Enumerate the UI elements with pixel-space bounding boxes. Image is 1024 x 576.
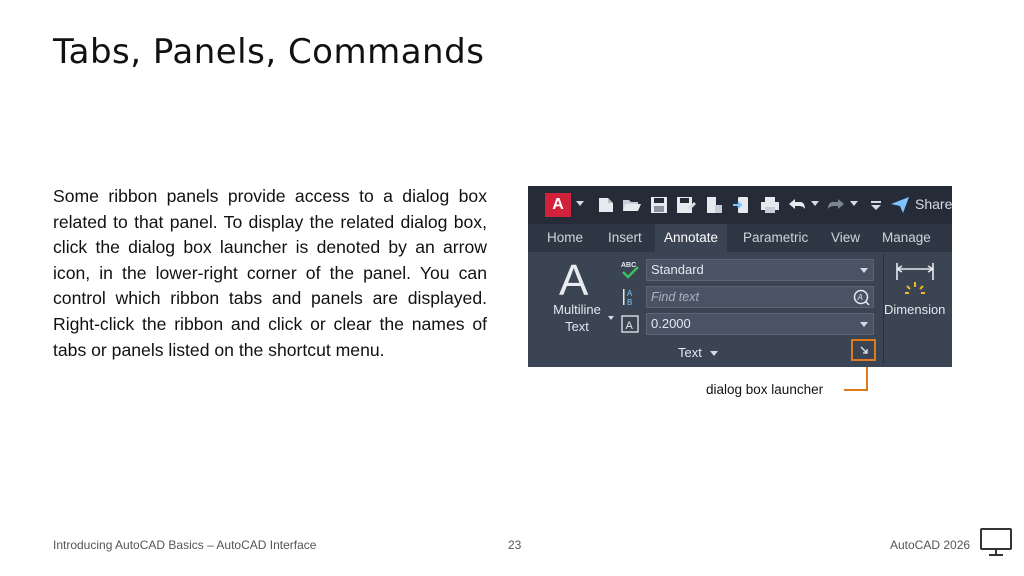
ribbon-screenshot xyxy=(528,186,952,367)
tab-manage[interactable]: Manage xyxy=(882,230,931,245)
redo-dropdown-icon[interactable] xyxy=(850,201,858,206)
footer-course-title: Introducing AutoCAD Basics – AutoCAD Interface xyxy=(53,538,317,552)
panel-dropdown-icon[interactable] xyxy=(710,351,718,356)
chevron-down-icon xyxy=(860,268,868,273)
ribbon-tabs xyxy=(528,224,952,252)
callout-connector xyxy=(866,367,868,391)
callout-label: dialog box launcher xyxy=(706,382,824,397)
multiline-label-line2: Text xyxy=(565,319,589,334)
tab-home[interactable]: Home xyxy=(547,230,584,245)
chevron-down-icon xyxy=(860,322,868,327)
multiline-text-button[interactable] xyxy=(542,301,612,335)
plot-icon[interactable] xyxy=(760,196,780,214)
share-label[interactable]: Share xyxy=(915,196,952,212)
multiline-label-line1: Multiline xyxy=(553,302,601,317)
find-text-placeholder: Find text xyxy=(651,290,699,304)
share-drawing-icon[interactable] xyxy=(732,196,752,214)
new-icon[interactable] xyxy=(596,196,616,214)
undo-dropdown-icon[interactable] xyxy=(811,201,819,206)
svg-text:A: A xyxy=(625,320,633,332)
multiline-text-icon[interactable]: A xyxy=(559,256,589,305)
svg-text:A: A xyxy=(857,293,863,302)
svg-text:ABC: ABC xyxy=(621,262,637,269)
dimension-icon[interactable] xyxy=(894,260,936,300)
save-icon[interactable] xyxy=(649,196,669,214)
customize-qat-icon[interactable] xyxy=(866,196,886,214)
svg-text:B: B xyxy=(627,298,633,307)
dimension-button-label[interactable]: Dimension xyxy=(884,302,946,317)
share-icon[interactable] xyxy=(890,196,910,214)
svg-text:A: A xyxy=(627,289,633,298)
application-button[interactable]: A xyxy=(545,193,571,217)
text-style-select[interactable] xyxy=(646,259,874,281)
save-as-icon[interactable] xyxy=(676,196,696,214)
footer-product: AutoCAD 2026 xyxy=(890,538,971,552)
text-height-select[interactable] xyxy=(646,313,874,335)
publish-icon[interactable] xyxy=(704,196,724,214)
body-paragraph: Some ribbon panels provide access to a dialog box related to that panel. To display the related dialog box, click the dialog box launcher is denoted by an arrow icon, in the lower-right corner of the panel. You can control which ribbon tabs and panels are displayed. Right-click the ribbon and click or clear the names of tabs or panels listed on the shortcut menu. xyxy=(53,186,487,360)
launcher-arrow-icon xyxy=(860,346,868,354)
tab-insert[interactable]: Insert xyxy=(608,230,642,245)
dialog-box-launcher[interactable] xyxy=(851,339,876,361)
tab-annotate[interactable]: Annotate xyxy=(655,224,727,252)
text-height-value: 0.2000 xyxy=(651,316,691,331)
text-align-icon[interactable] xyxy=(620,287,640,307)
text-height-icon[interactable] xyxy=(620,314,640,334)
find-text-input[interactable] xyxy=(646,286,874,308)
monitor-icon xyxy=(979,527,1013,557)
chevron-down-icon[interactable] xyxy=(576,201,584,206)
text-style-value: Standard xyxy=(651,262,704,277)
open-icon[interactable] xyxy=(622,196,642,214)
tab-parametric[interactable]: Parametric xyxy=(743,230,809,245)
multiline-dropdown-icon[interactable] xyxy=(608,316,614,320)
search-icon[interactable] xyxy=(853,289,870,306)
spell-check-icon[interactable] xyxy=(620,260,640,280)
redo-icon[interactable] xyxy=(826,196,846,214)
page-number: 23 xyxy=(508,538,522,552)
slide-title: Tabs, Panels, Commands xyxy=(53,32,485,72)
quick-access-toolbar xyxy=(528,186,952,224)
tab-view[interactable]: View xyxy=(831,230,861,245)
text-panel-label[interactable]: Text xyxy=(678,345,702,360)
undo-icon[interactable] xyxy=(787,196,807,214)
callout-connector-horizontal xyxy=(844,389,868,391)
